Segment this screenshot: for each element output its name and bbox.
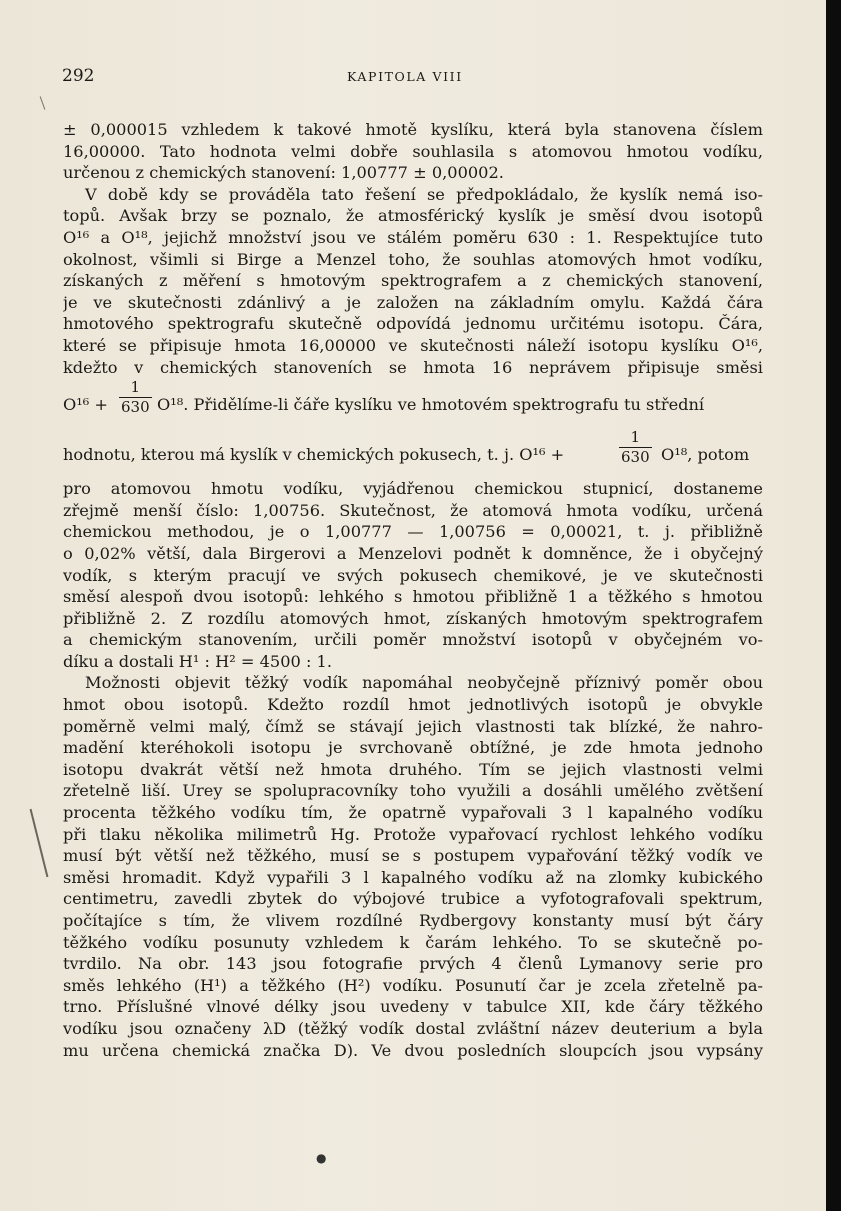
text-line: a chemickým stanovením, určili poměr množství isotopů v obyčejném vo- <box>63 630 763 650</box>
margin-pencil-mark <box>30 809 49 877</box>
text-line: hmot obou isotopů. Kdežto rozdíl hmot jednotlivých isotopů je obvykle <box>63 695 763 715</box>
text-line: je ve skutečnosti zdánlivý a je založen na základním omylu. Každá čára <box>63 292 763 312</box>
text-line: tvrdilo. Na obr. 143 jsou fotografie prvých 4 členů Lymanovy serie pro <box>63 954 763 974</box>
text-line: zřejmě menší číslo: 1,00756. Skutečnost, že atomová hmota vodíku, určená <box>63 500 763 520</box>
fraction-denominator: 630 <box>621 448 650 467</box>
text-line: poměrně velmi malý, čímž se stávají jejich vlastnosti tak blízké, že nahro- <box>63 716 763 736</box>
text-line: mu určena chemická značka D). Ve dvou posledních sloupcích jsou vypsány <box>63 1040 763 1060</box>
text-line: které se připisuje hmota 16,00000 ve skutečnosti náleží isotopu kyslíku O¹⁶, <box>63 335 763 355</box>
formula-prefix: hodnotu, kterou má kyslík v chemických pokusech, t. j. O¹⁶ + <box>63 445 565 465</box>
text-line: Možnosti objevit těžký vodík napomáhal neobyčejně příznivý poměr obou <box>85 673 763 693</box>
formula-suffix: O¹⁸. Přidělíme-li čáře kyslíku ve hmotovém spektrografu tu střední <box>157 395 705 415</box>
fraction <box>619 428 652 467</box>
text-line: trno. Příslušné vlnové délky jsou uvedeny v tabulce XII, kde čáry těžkého <box>63 997 763 1017</box>
running-head: KAPITOLA VIII <box>347 69 463 84</box>
text-line: kdežto v chemických stanoveních se hmota 16 neprávem připisuje směsi <box>63 357 763 377</box>
text-line: přibližně 2. Z rozdílu atomových hmot, získaných hmotovým spektrografem <box>63 608 763 628</box>
text-line: směsi hromadit. Když vypařili 3 l kapalného vodíku až na zlomky kubického <box>63 867 763 887</box>
text-line: topů. Avšak brzy se poznalo, že atmosférický kyslík je směsí dvou isotopů <box>63 206 763 226</box>
text-line: O¹⁶ a O¹⁸, jejichž množství jsou ve stálém poměru 630 : 1. Respektujíce tuto <box>63 227 763 247</box>
formula-line-2 <box>63 428 763 478</box>
text-line: V době kdy se prováděla tato řešení se předpokládalo, že kyslík nemá iso- <box>85 184 763 204</box>
text-line: ± 0,000015 vzhledem k takové hmotě kyslíku, která byla stanovena číslem <box>63 120 763 139</box>
formula-suffix: O¹⁸, potom <box>661 445 750 465</box>
text-line: díku a dostali H¹ : H² = 4500 : 1. <box>63 651 332 671</box>
text-line: procenta těžkého vodíku tím, že opatrně vypařovali 3 l kapalného vodíku <box>63 803 763 823</box>
formula-line-1 <box>63 378 763 428</box>
text-line: počítajíce s tím, že vlivem rozdílné Rydbergovy konstanty musí být čáry <box>63 911 763 930</box>
text-line: vodík, s kterým pracují ve svých pokusech chemikové, je ve skutečnosti <box>63 565 763 585</box>
text-line: hmotového spektrografu skutečně odpovídá jednomu určitému isotopu. Čára, <box>63 314 763 334</box>
text-line: o 0,02% větší, dala Birgerovi a Menzelovi podnět k domněnce, že i obyčejný <box>63 543 763 563</box>
page-number: 292 <box>62 66 95 86</box>
body-text <box>63 119 763 1061</box>
text-line: isotopu dvakrát větší než hmota druhého. Tím se jejich vlastnosti velmi <box>63 759 763 779</box>
fraction-numerator: 1 <box>619 428 652 448</box>
ink-spot: ● <box>316 1151 327 1165</box>
text-line: centimetru, zavedli zbytek do výbojové trubice a vyfotografovali spektrum, <box>63 889 763 909</box>
text-line: získaných z měření s hmotovým spektrografem a z chemických stanovení, <box>63 271 763 291</box>
text-line: směsí alespoň dvou isotopů: lehkého s hmotou přibližně 1 a těžkého s hmotou <box>63 587 763 607</box>
text-line: pro atomovou hmotu vodíku, vyjádřenou chemickou stupnicí, dostaneme <box>63 479 763 499</box>
text-line: musí být větší než těžkého, musí se s postupem vypařování těžký vodík ve <box>63 846 763 866</box>
text-line: chemickou methodou, je o 1,00777 — 1,00756 = 0,00021, t. j. přibližně <box>63 522 763 542</box>
text-line: určenou z chemických stanovení: 1,00777 ± 0,00002. <box>63 163 504 183</box>
page-header <box>62 66 762 88</box>
scan-edge <box>826 0 841 1211</box>
text-line: vodíku jsou označeny λD (těžký vodík dostal zvláštní název deuterium a byla <box>63 1018 763 1038</box>
text-line: madění kteréhokoli isotopu je svrchovaně obtížné, je zde hmota jednoho <box>63 738 763 758</box>
formula-prefix: O¹⁶ + <box>63 395 108 415</box>
fraction-numerator: 1 <box>119 378 152 398</box>
text-line: okolnost, všimli si Birge a Menzel toho, že souhlas atomových hmot vodíku, <box>63 249 763 269</box>
text-line: těžkého vodíku posunuty vzhledem k čarám lehkého. To se skutečně po- <box>63 932 763 952</box>
fraction <box>119 378 152 417</box>
text-line: zřetelně liší. Urey se spolupracovníky toho využili a dosáhli umělého zvětšení <box>63 781 763 801</box>
margin-pencil-tick <box>40 96 46 109</box>
fraction-denominator: 630 <box>121 398 150 417</box>
text-line: směs lehkého (H¹) a těžkého (H²) vodíku. Posunutí čar je zcela zřetelně pa- <box>63 975 763 995</box>
text-line: 16,00000. Tato hodnota velmi dobře souhlasila s atomovou hmotou vodíku, <box>63 141 763 161</box>
text-line: při tlaku několika milimetrů Hg. Protože vypařovací rychlost lehkého vodíku <box>63 824 763 844</box>
